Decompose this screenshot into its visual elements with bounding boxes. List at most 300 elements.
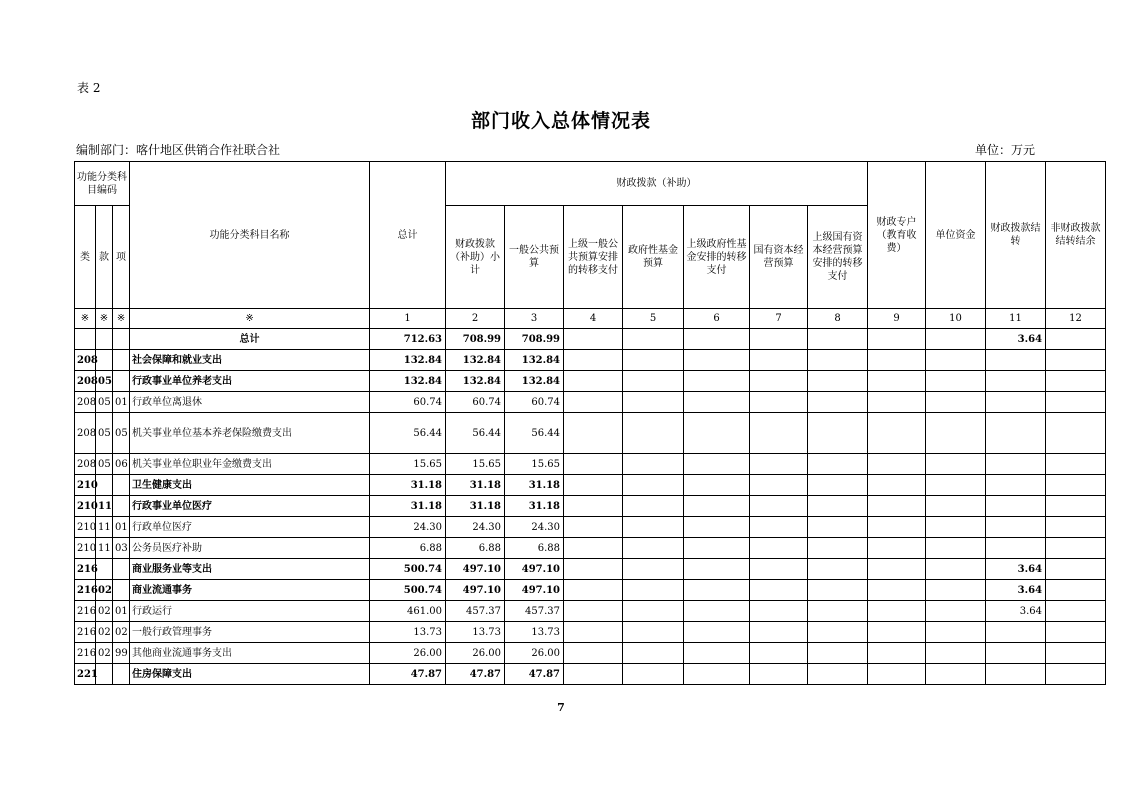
code-xiang [113, 475, 130, 496]
value-cell: 56.44 [446, 413, 505, 454]
code-kuan [96, 350, 113, 371]
value-cell [684, 664, 750, 685]
code-xiang: 02 [113, 622, 130, 643]
value-cell [623, 350, 684, 371]
value-cell [750, 329, 808, 350]
value-cell [868, 454, 926, 475]
value-cell [868, 622, 926, 643]
table-number-label: 表 2 [77, 81, 101, 95]
item-name: 商业流通事务 [130, 580, 370, 601]
item-name: 机关事业单位职业年金缴费支出 [130, 454, 370, 475]
column-number: 4 [564, 309, 623, 329]
value-cell [1046, 538, 1106, 559]
value-cell [564, 643, 623, 664]
value-cell [750, 475, 808, 496]
value-cell [986, 496, 1046, 517]
value-cell [926, 643, 986, 664]
code-lei: 216 [75, 643, 96, 664]
value-cell [564, 371, 623, 392]
value-cell: 47.87 [505, 664, 564, 685]
mark-cell: ※ [96, 309, 113, 329]
table-row [75, 371, 1106, 392]
value-cell [623, 517, 684, 538]
code-kuan: 05 [96, 371, 113, 392]
value-cell [1046, 392, 1106, 413]
value-cell: 56.44 [370, 413, 446, 454]
code-xiang: 99 [113, 643, 130, 664]
value-cell [564, 454, 623, 475]
value-cell [684, 538, 750, 559]
value-cell [808, 475, 868, 496]
value-cell [808, 622, 868, 643]
value-cell: 47.87 [370, 664, 446, 685]
code-xiang: 05 [113, 413, 130, 454]
item-name: 总计 [130, 329, 370, 350]
header-upper-capital-transfer: 上级国有资本经营预算安排的转移支付 [808, 206, 868, 309]
value-cell [986, 350, 1046, 371]
value-cell: 3.64 [986, 559, 1046, 580]
code-kuan: 11 [96, 538, 113, 559]
value-cell [1046, 329, 1106, 350]
value-cell: 31.18 [446, 496, 505, 517]
value-cell [926, 664, 986, 685]
value-cell [926, 517, 986, 538]
value-cell: 60.74 [370, 392, 446, 413]
value-cell: 13.73 [446, 622, 505, 643]
code-lei: 210 [75, 538, 96, 559]
value-cell: 13.73 [370, 622, 446, 643]
value-cell: 132.84 [505, 350, 564, 371]
item-name: 行政运行 [130, 601, 370, 622]
code-lei: 208 [75, 454, 96, 475]
value-cell: 15.65 [505, 454, 564, 475]
value-cell: 132.84 [446, 350, 505, 371]
value-cell [926, 538, 986, 559]
value-cell: 497.10 [505, 580, 564, 601]
code-kuan [96, 664, 113, 685]
item-name: 公务员医疗补助 [130, 538, 370, 559]
code-kuan: 02 [96, 580, 113, 601]
code-lei: 210 [75, 475, 96, 496]
value-cell [1046, 664, 1106, 685]
value-cell: 31.18 [370, 496, 446, 517]
table-row [75, 622, 1106, 643]
value-cell: 497.10 [505, 559, 564, 580]
value-cell [808, 664, 868, 685]
header-kuan: 款 [96, 206, 113, 309]
value-cell [808, 643, 868, 664]
value-cell [564, 475, 623, 496]
value-cell [868, 413, 926, 454]
value-cell [868, 538, 926, 559]
value-cell: 26.00 [446, 643, 505, 664]
value-cell [623, 413, 684, 454]
value-cell [623, 475, 684, 496]
value-cell [750, 559, 808, 580]
value-cell [926, 559, 986, 580]
value-cell [926, 350, 986, 371]
value-cell [986, 538, 1046, 559]
code-lei: 216 [75, 601, 96, 622]
column-number: 3 [505, 309, 564, 329]
value-cell: 60.74 [505, 392, 564, 413]
header-func-name: 功能分类科目名称 [130, 162, 370, 309]
value-cell [623, 538, 684, 559]
value-cell [684, 559, 750, 580]
value-cell [1046, 475, 1106, 496]
value-cell [564, 517, 623, 538]
value-cell: 24.30 [505, 517, 564, 538]
table-row [75, 413, 1106, 454]
header-fiscal-subtotal: 财政拨款（补助）小计 [446, 206, 505, 309]
value-cell: 6.88 [446, 538, 505, 559]
value-cell: 708.99 [446, 329, 505, 350]
column-number: 7 [750, 309, 808, 329]
item-name: 住房保障支出 [130, 664, 370, 685]
value-cell [1046, 601, 1106, 622]
value-cell: 6.88 [505, 538, 564, 559]
value-cell [684, 454, 750, 475]
value-cell [926, 475, 986, 496]
value-cell: 6.88 [370, 538, 446, 559]
code-kuan: 02 [96, 601, 113, 622]
value-cell [986, 643, 1046, 664]
value-cell [623, 643, 684, 664]
header-upper-general-transfer: 上级一般公共预算安排的转移支付 [564, 206, 623, 309]
value-cell [986, 413, 1046, 454]
value-cell [564, 350, 623, 371]
value-cell: 3.64 [986, 580, 1046, 601]
code-kuan: 02 [96, 622, 113, 643]
table-row [75, 350, 1106, 371]
code-kuan: 05 [96, 454, 113, 475]
item-name: 商业服务业等支出 [130, 559, 370, 580]
value-cell: 24.30 [370, 517, 446, 538]
item-name: 行政单位离退休 [130, 392, 370, 413]
value-cell: 708.99 [505, 329, 564, 350]
item-name: 行政事业单位医疗 [130, 496, 370, 517]
value-cell [623, 580, 684, 601]
value-cell [750, 350, 808, 371]
code-lei: 208 [75, 350, 96, 371]
value-cell [750, 517, 808, 538]
column-number: 12 [1046, 309, 1106, 329]
table-row [75, 580, 1106, 601]
value-cell [926, 601, 986, 622]
value-cell [1046, 517, 1106, 538]
header-xiang: 项 [113, 206, 130, 309]
value-cell [750, 392, 808, 413]
value-cell [684, 496, 750, 517]
value-cell: 24.30 [446, 517, 505, 538]
column-number: 9 [868, 309, 926, 329]
table-row [75, 643, 1106, 664]
column-number: 1 [370, 309, 446, 329]
value-cell [926, 413, 986, 454]
code-lei: 208 [75, 371, 96, 392]
value-cell [1046, 580, 1106, 601]
column-number: 6 [684, 309, 750, 329]
value-cell [684, 371, 750, 392]
value-cell: 3.64 [986, 601, 1046, 622]
value-cell: 497.10 [446, 559, 505, 580]
item-name: 行政事业单位养老支出 [130, 371, 370, 392]
table-row [75, 538, 1106, 559]
value-cell [684, 580, 750, 601]
code-lei: 208 [75, 413, 96, 454]
value-cell: 132.84 [370, 371, 446, 392]
value-cell [564, 664, 623, 685]
code-lei: 216 [75, 559, 96, 580]
item-name: 行政单位医疗 [130, 517, 370, 538]
table-row [75, 517, 1106, 538]
value-cell [750, 643, 808, 664]
value-cell [1046, 643, 1106, 664]
value-cell [623, 454, 684, 475]
value-cell [564, 329, 623, 350]
value-cell [926, 392, 986, 413]
header-fiscal-group: 财政拨款（补助） [446, 162, 868, 206]
value-cell: 31.18 [505, 496, 564, 517]
code-lei: 216 [75, 580, 96, 601]
value-cell [684, 517, 750, 538]
value-cell: 13.73 [505, 622, 564, 643]
value-cell [808, 454, 868, 475]
value-cell: 500.74 [370, 559, 446, 580]
table-row [75, 329, 1106, 350]
value-cell: 15.65 [446, 454, 505, 475]
value-cell [684, 413, 750, 454]
income-summary-table [74, 161, 1106, 685]
value-cell [808, 580, 868, 601]
value-cell: 497.10 [446, 580, 505, 601]
table-row [75, 454, 1106, 475]
value-cell [623, 371, 684, 392]
page-title: 部门收入总体情况表 [470, 110, 651, 132]
value-cell [868, 329, 926, 350]
value-cell: 26.00 [505, 643, 564, 664]
value-cell [808, 559, 868, 580]
value-cell [986, 392, 1046, 413]
value-cell [750, 580, 808, 601]
value-cell: 15.65 [370, 454, 446, 475]
code-kuan: 11 [96, 496, 113, 517]
code-lei: 216 [75, 622, 96, 643]
value-cell [684, 392, 750, 413]
value-cell [986, 517, 1046, 538]
value-cell [623, 329, 684, 350]
value-cell [684, 622, 750, 643]
value-cell [808, 601, 868, 622]
code-lei: 221 [75, 664, 96, 685]
code-xiang [113, 496, 130, 517]
value-cell [808, 329, 868, 350]
item-name: 一般行政管理事务 [130, 622, 370, 643]
value-cell [808, 392, 868, 413]
value-cell [564, 392, 623, 413]
value-cell [1046, 496, 1106, 517]
value-cell [750, 622, 808, 643]
column-number: 8 [808, 309, 868, 329]
code-xiang [113, 329, 130, 350]
value-cell [808, 538, 868, 559]
code-xiang [113, 580, 130, 601]
value-cell [868, 664, 926, 685]
value-cell [868, 392, 926, 413]
value-cell [750, 538, 808, 559]
value-cell [1046, 559, 1106, 580]
column-number: 10 [926, 309, 986, 329]
code-kuan [96, 329, 113, 350]
value-cell [684, 475, 750, 496]
value-cell: 56.44 [505, 413, 564, 454]
header-func-code: 功能分类科目编码 [75, 162, 130, 206]
value-cell [808, 517, 868, 538]
value-cell [868, 517, 926, 538]
unit-label: 单位：万元 [974, 143, 1035, 157]
code-lei: 208 [75, 392, 96, 413]
header-special-account: 财政专户（教育收费） [868, 162, 926, 309]
value-cell [986, 475, 1046, 496]
code-kuan: 05 [96, 413, 113, 454]
code-xiang: 01 [113, 392, 130, 413]
value-cell [623, 392, 684, 413]
value-cell [926, 580, 986, 601]
header-fiscal-carryover: 财政拨款结转 [986, 162, 1046, 309]
value-cell [564, 580, 623, 601]
code-xiang: 03 [113, 538, 130, 559]
header-upper-fund-transfer: 上级政府性基金安排的转移支付 [684, 206, 750, 309]
table-row [75, 496, 1106, 517]
value-cell [684, 350, 750, 371]
table-row [75, 475, 1106, 496]
value-cell [808, 371, 868, 392]
value-cell [564, 601, 623, 622]
value-cell: 132.84 [370, 350, 446, 371]
code-kuan: 11 [96, 517, 113, 538]
item-name: 社会保障和就业支出 [130, 350, 370, 371]
value-cell [808, 413, 868, 454]
value-cell [750, 664, 808, 685]
value-cell [1046, 413, 1106, 454]
code-kuan [96, 475, 113, 496]
page-number: 7 [557, 701, 565, 714]
value-cell [564, 622, 623, 643]
code-xiang [113, 371, 130, 392]
value-cell: 60.74 [446, 392, 505, 413]
value-cell [684, 601, 750, 622]
header-nonfiscal-carryover: 非财政拨款结转结余 [1046, 162, 1106, 309]
value-cell [750, 601, 808, 622]
code-xiang [113, 350, 130, 371]
value-cell [684, 643, 750, 664]
value-cell [750, 454, 808, 475]
value-cell [926, 454, 986, 475]
value-cell [1046, 350, 1106, 371]
value-cell: 3.64 [986, 329, 1046, 350]
value-cell [750, 413, 808, 454]
value-cell: 31.18 [505, 475, 564, 496]
code-xiang [113, 559, 130, 580]
value-cell: 26.00 [370, 643, 446, 664]
header-unit-funds: 单位资金 [926, 162, 986, 309]
code-kuan: 05 [96, 392, 113, 413]
header-gov-fund: 政府性基金预算 [623, 206, 684, 309]
value-cell: 31.18 [370, 475, 446, 496]
value-cell [564, 413, 623, 454]
code-lei: 210 [75, 517, 96, 538]
code-xiang: 01 [113, 601, 130, 622]
column-number: 11 [986, 309, 1046, 329]
value-cell [623, 559, 684, 580]
value-cell [868, 475, 926, 496]
value-cell [623, 496, 684, 517]
code-xiang: 06 [113, 454, 130, 475]
value-cell [808, 496, 868, 517]
value-cell [986, 371, 1046, 392]
item-name: 卫生健康支出 [130, 475, 370, 496]
item-name: 机关事业单位基本养老保险缴费支出 [130, 413, 370, 454]
department-label: 编制部门：喀什地区供销合作社联合社 [76, 143, 281, 157]
value-cell [623, 622, 684, 643]
mark-cell: ※ [75, 309, 96, 329]
value-cell [868, 580, 926, 601]
column-number: 5 [623, 309, 684, 329]
value-cell [986, 454, 1046, 475]
value-cell [868, 559, 926, 580]
value-cell [808, 350, 868, 371]
value-cell [868, 350, 926, 371]
value-cell [868, 643, 926, 664]
value-cell [1046, 622, 1106, 643]
code-xiang [113, 664, 130, 685]
value-cell [564, 538, 623, 559]
value-cell [986, 664, 1046, 685]
value-cell [564, 559, 623, 580]
value-cell [926, 371, 986, 392]
value-cell [684, 329, 750, 350]
value-cell [868, 601, 926, 622]
value-cell [986, 622, 1046, 643]
value-cell [623, 601, 684, 622]
table-row [75, 559, 1106, 580]
table-row [75, 392, 1106, 413]
value-cell: 132.84 [505, 371, 564, 392]
table-row [75, 664, 1106, 685]
column-number: 2 [446, 309, 505, 329]
value-cell [926, 329, 986, 350]
value-cell [926, 496, 986, 517]
mark-cell: ※ [130, 309, 370, 329]
value-cell: 461.00 [370, 601, 446, 622]
value-cell: 712.63 [370, 329, 446, 350]
value-cell [926, 622, 986, 643]
value-cell [623, 664, 684, 685]
value-cell [750, 496, 808, 517]
value-cell: 457.37 [446, 601, 505, 622]
header-general-budget: 一般公共预算 [505, 206, 564, 309]
header-state-capital: 国有资本经营预算 [750, 206, 808, 309]
code-kuan: 02 [96, 643, 113, 664]
header-total: 总计 [370, 162, 446, 309]
item-name: 其他商业流通事务支出 [130, 643, 370, 664]
header-lei: 类 [75, 206, 96, 309]
value-cell: 132.84 [446, 371, 505, 392]
value-cell: 500.74 [370, 580, 446, 601]
value-cell [564, 496, 623, 517]
code-lei: 210 [75, 496, 96, 517]
mark-cell: ※ [113, 309, 130, 329]
